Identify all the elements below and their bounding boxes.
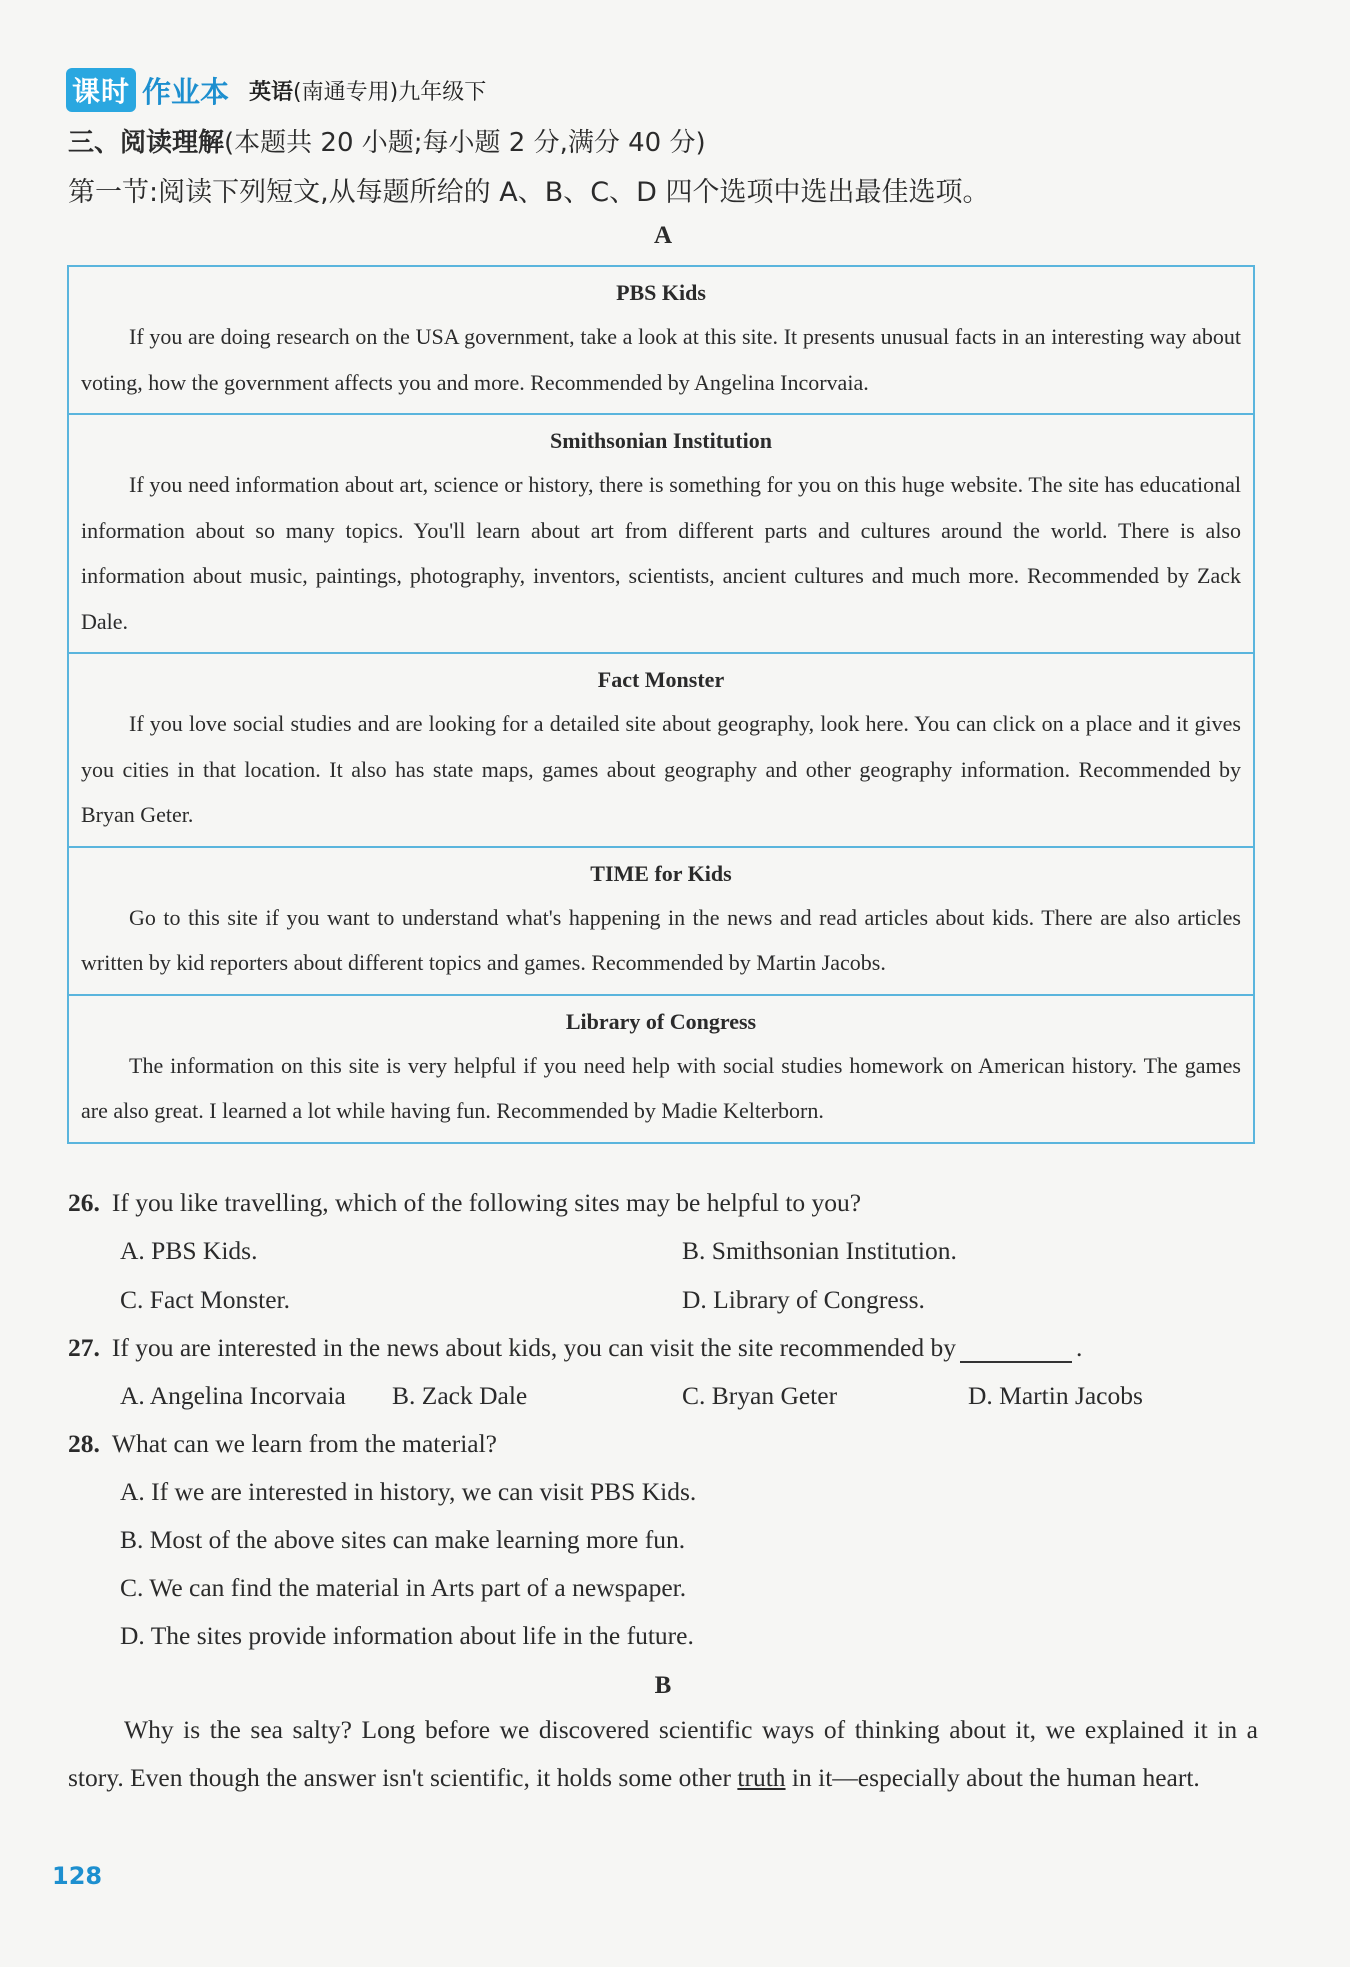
- site-cell: [69, 654, 1253, 848]
- site-cell: [69, 848, 1253, 996]
- site-description: If you need information about art, science or history, there is something for you on this huge website. The site has educational information about so many topics. You'll learn about art from different parts and cultures around the world. There is also information about music, paintings, photography, inventors, scientists, ancient cultures and much more. Recommended by Zack Dale.: [81, 472, 1241, 634]
- option-b[interactable]: B. Zack Dale: [392, 1381, 528, 1410]
- site-name: Smithsonian Institution: [550, 428, 772, 453]
- site-description: If you are doing research on the USA government, take a look at this site. It presents unusual facts in an interesting way about voting, how the government affects you and more. Recommended by Angelina Incorvaia.: [81, 324, 1241, 395]
- question-number: 27.: [68, 1333, 100, 1362]
- question-end: .: [1075, 1333, 1083, 1362]
- part-b-label: B: [654, 1672, 672, 1699]
- passage-text: Why is the sea salty? Long before we discovered scientific ways of thinking about it, we explained it in a story. Even though the answer isn't scientific, it holds some other: [68, 1715, 1258, 1792]
- site-recommendation-table: [67, 265, 1255, 1144]
- underlined-word: truth: [737, 1763, 786, 1792]
- question-number: 26.: [68, 1188, 100, 1217]
- site-cell: [69, 415, 1253, 654]
- question-28: [68, 1429, 497, 1459]
- header-subject: [249, 75, 486, 106]
- question-26: [68, 1188, 861, 1218]
- section-heading: 三、阅读理解: [68, 128, 225, 158]
- page-number: 128: [52, 1862, 103, 1890]
- option-d[interactable]: D. Martin Jacobs: [968, 1381, 1143, 1410]
- logo-badge: 课时: [66, 68, 136, 112]
- option-d[interactable]: D. The sites provide information about life in the future.: [120, 1621, 694, 1650]
- passage-text-end: in it—especially about the human heart.: [785, 1763, 1200, 1792]
- option-b[interactable]: B. Smithsonian Institution.: [682, 1236, 957, 1265]
- question-text: If you like travelling, which of the following sites may be helpful to you?: [111, 1188, 862, 1217]
- site-description: Go to this site if you want to understand what's happening in the news and read articles about kids. There are also articles written by kid reporters about different topics and games. Recommended by Martin Jacobs.: [81, 904, 1241, 975]
- site-name: PBS Kids: [616, 280, 706, 305]
- section-scoring: (本题共 20 小题;每小题 2 分,满分 40 分): [224, 128, 706, 158]
- site-description: If you love social studies and are looking for a detailed site about geography, look here. You can click on a place and it gives you cities in that location. It also has state maps, games about geography and other geography information. Recommended by Bryan Geter.: [81, 711, 1241, 827]
- site-name: Fact Monster: [597, 667, 725, 692]
- edition-label: (南通专用)九年级下: [293, 79, 487, 105]
- option-c[interactable]: C. Bryan Geter: [682, 1381, 838, 1410]
- question-number: 28.: [68, 1429, 100, 1458]
- subject-label: 英语: [249, 79, 294, 105]
- passage-b: [68, 1706, 1258, 1802]
- site-name: Library of Congress: [565, 1008, 757, 1034]
- question-text: What can we learn from the material?: [111, 1429, 498, 1458]
- site-description: The information on this site is very helpful if you need help with social studies homework on American history. The games are also great. I learned a lot while having fun. Recommended by Madie Kelterborn.: [81, 1052, 1241, 1123]
- option-b[interactable]: B. Most of the above sites can make learning more fun.: [120, 1525, 686, 1554]
- section-instruction: 第一节:阅读下列短文,从每题所给的 A、B、C、D 四个选项中选出最佳选项。: [68, 177, 990, 208]
- option-a[interactable]: A. PBS Kids.: [120, 1236, 258, 1265]
- site-name: TIME for Kids: [590, 860, 732, 886]
- option-c[interactable]: C. We can find the material in Arts part of a newspaper.: [120, 1573, 687, 1602]
- section-title: [68, 122, 706, 159]
- answer-blank[interactable]: [960, 1339, 1072, 1363]
- option-a[interactable]: A. Angelina Incorvaia: [120, 1381, 346, 1410]
- site-cell: [69, 267, 1253, 415]
- site-cell: [69, 996, 1253, 1142]
- question-text: If you are interested in the news about kids, you can visit the site recommended by: [111, 1333, 956, 1362]
- option-d[interactable]: D. Library of Congress.: [682, 1285, 925, 1314]
- question-27: [68, 1333, 1082, 1363]
- page-header: [66, 68, 486, 112]
- option-a[interactable]: A. If we are interested in history, we can visit PBS Kids.: [120, 1477, 697, 1506]
- part-a-label: A: [653, 222, 673, 249]
- logo-title: 作业本: [142, 74, 230, 109]
- option-c[interactable]: C. Fact Monster.: [120, 1285, 290, 1314]
